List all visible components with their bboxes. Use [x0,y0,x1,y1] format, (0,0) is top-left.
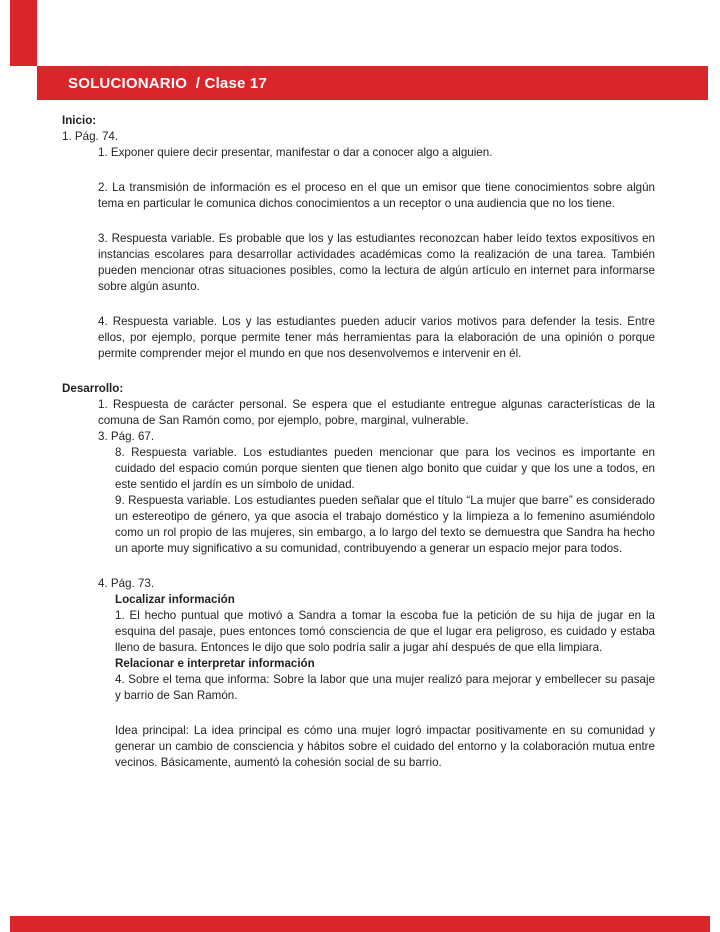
header-bar [37,66,708,100]
heading-relacionar-interpretar: Relacionar e interpretar información [115,657,315,670]
red-corner-tab [10,0,37,66]
answer-inicio-4: 4. Respuesta variable. Los y las estudiantes pueden aducir varios motivos para defender la tesis. Entre ellos, por ejemplo, porque permite tener más herramientas para la elaboración de una opinión o porque permite comprender mejor el mundo en que nos desenvolvemos e intervenir en él. [98,315,655,360]
heading-desarrollo: Desarrollo: [62,382,124,395]
item-pag-67: 3. Pág. 67. [98,430,155,443]
page-title: SOLUCIONARIO / Clase 17 [68,74,268,92]
item-pag-73: 4. Pág. 73. [98,577,155,590]
item-pag-74: 1. Pág. 74. [62,130,119,143]
answer-localizar-1: 1. El hecho puntual que motivó a Sandra a tomar la escoba fue la petición de su hija de jugar en la esquina del pasaje, pues entonces tomó consciencia de que el lugar era peligroso, es cuidado y estaba lleno de basura. Entonces le dijo que solo podría salir a jugar ahí después de que ella limpiara. [115,609,655,654]
answer-inicio-2: 2. La transmisión de información es el proceso en el que un emisor que tiene conocimientos sobre algún tema en particular le comunica dichos conocimientos a un receptor o una audiencia que no los tiene. [98,181,655,210]
answer-desarrollo-8: 8. Respuesta variable. Los estudiantes pueden mencionar que para los vecinos es importante en cuidado del espacio común porque sienten que tienen algo bonito que cuidar y que los une a todos, en este sentido el jardín es un símbolo de unidad. [115,446,655,491]
answer-inicio-3: 3. Respuesta variable. Es probable que los y las estudiantes reconozcan haber leído textos expositivos en instancias escolares para desarrollar actividades académicas como la realización de una tarea. También pueden mencionar otras situaciones posibles, como la lectura de algún artículo en internet para informarse sobre algún asunto. [98,232,655,293]
heading-localizar-informacion: Localizar información [115,593,235,606]
red-bottom-bar [10,916,710,932]
heading-inicio: Inicio: [62,114,97,127]
paragraph-idea-principal: Idea principal: La idea principal es cómo una mujer logró impactar positivamente en su comunidad y generar un cambio de consciencia y hábitos sobre el cuidado del entorno y la colaboración mutua entre vecinos. Básicamente, aumentó la cohesión social de su barrio. [115,724,655,769]
answer-relacionar-4: 4. Sobre el tema que informa: Sobre la labor que una mujer realizó para mejorar y embellecer su pasaje y barrio de San Ramón. [115,673,655,702]
document-body [62,113,655,771]
answer-desarrollo-1: 1. Respuesta de carácter personal. Se espera que el estudiante entregue algunas características de la comuna de San Ramón como, por ejemplo, pobre, marginal, vulnerable. [98,398,655,427]
answer-inicio-1: 1. Exponer quiere decir presentar, manifestar o dar a conocer algo a alguien. [98,146,493,159]
answer-desarrollo-9: 9. Respuesta variable. Los estudiantes pueden señalar que el título “La mujer que barre” es considerado un estereotipo de género, ya que asocia el trabajo doméstico y la limpieza a lo femenino asumiéndolo como un rol propio de las mujeres, sin embargo, a lo largo del texto se demuestra que Sandra ha hecho un aporte muy significativo a su comunidad, contribuyendo a generar un espacio mejor para todos. [115,494,655,555]
